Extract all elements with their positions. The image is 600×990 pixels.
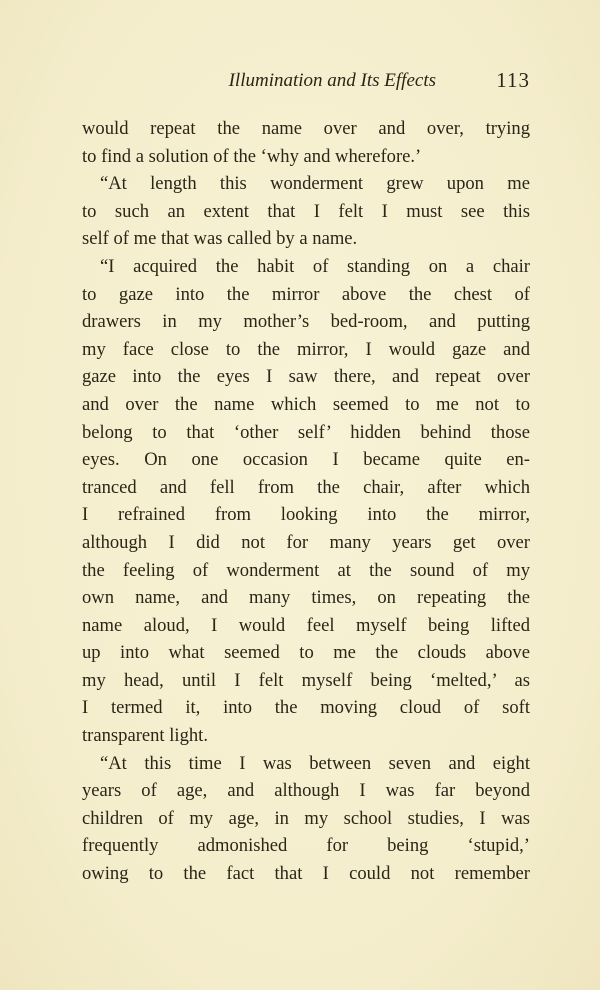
text-line: I refrained from looking into the mirror, bbox=[82, 504, 530, 526]
text-line: own name, and many times, on repeating the bbox=[82, 587, 530, 609]
running-title: Illumination and Its Effects bbox=[228, 70, 436, 91]
page-number: 113 bbox=[496, 68, 530, 92]
text-line: to gaze into the mirror above the chest of bbox=[82, 283, 530, 305]
text-line: eyes. On one occasion I became quite en- bbox=[82, 449, 530, 471]
text-line: self of me that was called by a name. bbox=[82, 228, 358, 250]
text-line: years of age, and although I was far beyond bbox=[82, 780, 530, 802]
text-line: to find a solution of the ‘why and wherefore.’ bbox=[82, 145, 422, 167]
text-line: I termed it, into the moving cloud of soft bbox=[82, 697, 530, 719]
text-line: “I acquired the habit of standing on a chair bbox=[100, 255, 530, 277]
text-line: “At this time I was between seven and eight bbox=[100, 752, 530, 774]
text-line: drawers in my mother’s bed-room, and putting bbox=[82, 311, 530, 333]
text-line: up into what seemed to me the clouds above bbox=[82, 642, 530, 664]
text-line: name aloud, I would feel myself being lifted bbox=[82, 614, 530, 636]
text-line: tranced and fell from the chair, after which bbox=[82, 476, 530, 498]
text-line: my face close to the mirror, I would gaze and bbox=[82, 338, 530, 360]
text-line: my head, until I felt myself being ‘melted,’ as bbox=[82, 669, 530, 691]
paragraph bbox=[82, 170, 530, 253]
text-line: to such an extent that I felt I must see this bbox=[82, 200, 530, 222]
text-line: transparent light. bbox=[82, 725, 208, 747]
text-line: frequently admonished for being ‘stupid,’ bbox=[82, 835, 530, 857]
text-line: although I did not for many years get over bbox=[82, 531, 530, 553]
paragraph bbox=[82, 253, 530, 750]
text-line: “At length this wonderment grew upon me bbox=[100, 173, 530, 195]
paragraph bbox=[82, 750, 530, 888]
text-line: would repeat the name over and over, trying bbox=[82, 118, 530, 139]
text-line: children of my age, in my school studies, I was bbox=[82, 807, 530, 829]
page-header bbox=[82, 68, 530, 96]
text-line: gaze into the eyes I saw there, and repeat over bbox=[82, 366, 530, 388]
text-line: the feeling of wonderment at the sound of my bbox=[82, 559, 530, 581]
paragraph bbox=[82, 115, 530, 170]
text-line: belong to that ‘other self’ hidden behind those bbox=[82, 421, 530, 443]
body-text bbox=[82, 115, 530, 888]
text-line: and over the name which seemed to me not to bbox=[82, 393, 530, 415]
text-line: owing to the fact that I could not remember bbox=[82, 863, 530, 885]
